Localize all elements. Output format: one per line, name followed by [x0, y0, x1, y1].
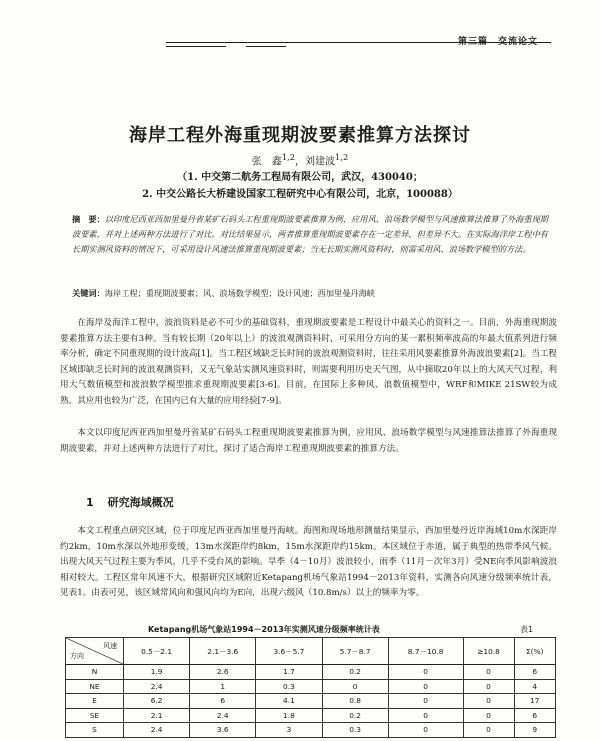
header-rule-mid: [246, 46, 286, 47]
intro-paragraph-1: 在海岸及海洋工程中，波浪资料是必不可少的基础资料，重现期波要素是工程设计中最关心的资料之一。目前，外海重现期波要素推算方法主要有3种。当有较长期（20年以上）的波浪观测资料时，可采用分方向的某一累积频率波高的年最大值系列进行频率分析，确定不同重现期的设计波高[1]。当工程区域缺乏长时间的波浪观测资料时，往往采用风要素推算外海波浪要素[2]。当工程区域即缺乏长时间的波浪观测资料，又无气象站实测风速资料时，则需要利用历史天气图，从中摘取20年以上的大风天气过程，利用大气数值模型和波浪数学模型推求重现期波要素[3-6]。目前，在国际上多种风、浪数值模型中，WRF和MIKE 21SW较为成熟，其应用也较为广泛，在国内已有大量的应用经验[7-9]。: [60, 318, 558, 406]
table-cell: 0.2: [322, 665, 388, 680]
table-caption: Ketapang机场气象站1994－2013年实测风速分级频率统计表: [148, 625, 380, 634]
section1-paragraph: 本文工程重点研究区域，位于印度尼西亚西加里曼丹海峡。海图和现场地形测量结果显示，西加里曼丹近岸海域10m水深距岸约2km，10m水深以外地形变缓，13m水深距岸约8km，15m水深距岸约15km。本区域位于赤道，属于典型的热带季风气候。出现大风天气过程主要为季风，几乎不受台风的影响。旱季（4－10月）波浪较小，雨季（11月－次年3月）受NE向季风影响波浪相对较大。工程区常年风速不大，根据研究区域附近Ketapang机场气象站1994－2013年资料，实测各向风速分级频率统计表，见表1。由表可见，该区域常风向和强风向均为E向，出现六级风（10.8m/s）以上的频率为零。: [60, 526, 557, 599]
table-cell: 0: [463, 694, 514, 709]
table-cell: 6.2: [124, 694, 190, 709]
header-rule-left: [166, 46, 226, 47]
table-cell: 0: [388, 665, 463, 680]
paper-title: 海岸工程外海重现期波要素推算方法探讨: [129, 125, 471, 146]
table-cell: 0: [463, 708, 514, 723]
column-header: 3.6－5.7: [256, 638, 322, 665]
table-cell: 0: [388, 694, 463, 709]
direction-cell: S: [66, 723, 124, 738]
section-number: 1: [86, 496, 94, 509]
affiliation-1: （1. 中交第二航务工程局有限公司，武汉，430040；: [177, 172, 423, 183]
author-line: [0, 152, 600, 167]
table-cell: 0: [388, 723, 463, 738]
table-cell: 6: [514, 708, 556, 723]
table-cell: 0: [463, 665, 514, 680]
keywords-label: 关键词：: [72, 288, 105, 298]
column-header: 8.7－10.8: [388, 638, 463, 665]
column-header: 0.5－2.1: [124, 638, 190, 665]
table-row: [66, 723, 556, 738]
table-row: [66, 665, 556, 680]
table-cell: 1.9: [124, 665, 190, 680]
table-row: [66, 708, 556, 723]
section-tag: 第三篇 交流论文: [458, 37, 539, 47]
table-cell: 3: [256, 723, 322, 738]
table-cell: 2.6: [190, 665, 256, 680]
author-1-sup: 1,2: [281, 152, 295, 162]
direction-cell: N: [66, 665, 124, 680]
author-2-sup: 1,2: [335, 152, 349, 162]
table-cell: 17: [514, 694, 556, 709]
table-cell: 1.7: [256, 665, 322, 680]
table-cell: 0: [388, 708, 463, 723]
corner-top-label: 风速: [103, 642, 117, 650]
table-cell: 4: [514, 679, 556, 694]
table-cell: 0.2: [322, 708, 388, 723]
table-cell: 1.8: [256, 708, 322, 723]
author-separator: ，: [295, 156, 305, 168]
table-cell: 2.4: [124, 679, 190, 694]
table-cell: 6: [190, 694, 256, 709]
table-row: [66, 679, 556, 694]
table-cell: 1: [190, 679, 256, 694]
column-header: ≥10.8: [463, 638, 514, 665]
table-cell: 9: [514, 723, 556, 738]
direction-cell: SE: [66, 708, 124, 723]
table-cell: 2.1: [124, 708, 190, 723]
column-header: 2.1－3.6: [190, 638, 256, 665]
wind-frequency-table: [65, 637, 556, 738]
table-cell: 6: [514, 665, 556, 680]
table-cell: 0.3: [322, 723, 388, 738]
column-header: Σ(%): [514, 638, 556, 665]
keywords-text: 海岸工程；重现期波要素；风、浪场数学模型；设计风速；西加里曼丹海峡: [104, 288, 375, 298]
author-1: 张 鑫: [251, 156, 282, 168]
corner-bottom-label: 方向: [70, 652, 84, 660]
table-header-row: [66, 638, 556, 665]
table-number: 表1: [520, 625, 534, 634]
table-cell: 0: [463, 679, 514, 694]
section-title: 研究海域概况: [107, 496, 174, 509]
table-corner-cell: [66, 638, 124, 665]
section-heading-1: [86, 494, 188, 510]
table-cell: 0.8: [322, 694, 388, 709]
affiliation-2: 2. 中交公路长大桥建设国家工程研究中心有限公司，北京，100088）: [142, 189, 458, 200]
table-cell: 2.4: [124, 723, 190, 738]
abstract-label: 摘 要：: [72, 214, 105, 224]
table-cell: 4.1: [256, 694, 322, 709]
direction-cell: E: [66, 694, 124, 709]
intro-paragraph-2: 本文以印度尼西亚西加里曼丹省某矿石码头工程重现期波要素推算为例，应用风、浪场数学模型与风速推算法推算了外海重现期波要素，并对上述两种方法进行了对比，探讨了适合海岸工程重现期波要素的推算方法。: [60, 428, 557, 454]
table-cell: 0: [388, 679, 463, 694]
abstract: [72, 212, 548, 257]
author-2: 刘建波: [305, 156, 335, 168]
table-cell: 3.6: [190, 723, 256, 738]
abstract-text: 以印度尼西亚西加里曼丹省某矿石码头工程重现期波要素推算为例，应用风、浪场数学模型与风速推算法推算了外海重现期波要素，并对上述两种方法进行了对比。对比结果显示，两者推算重现期波要素存在一定差异，但差异不大。在实际海洋岸工程中有长期实测风资料的情况下，可采用设计风速法推算重现期波要素；当无长期实测风资料时，则需采用风、浪场数学模型的方法。: [72, 214, 548, 254]
direction-cell: NE: [66, 679, 124, 694]
table-cell: 0: [322, 679, 388, 694]
table-cell: 2.4: [190, 708, 256, 723]
keywords: [72, 286, 548, 300]
table-row: [66, 694, 556, 709]
column-header: 5.7－8.7: [322, 638, 388, 665]
table-cell: 0.3: [256, 679, 322, 694]
table-cell: 0: [463, 723, 514, 738]
